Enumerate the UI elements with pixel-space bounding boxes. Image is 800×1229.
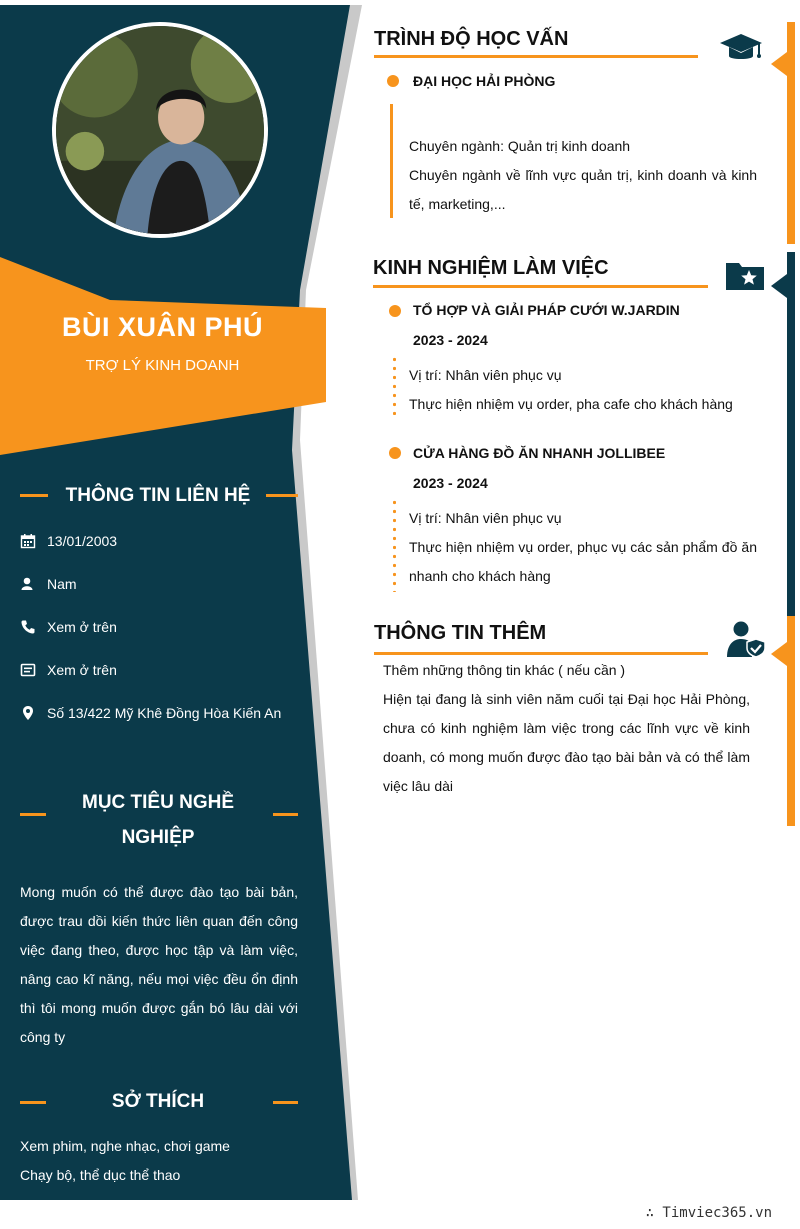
contact-birthday bbox=[20, 531, 117, 551]
timeline-dotted-line bbox=[393, 355, 396, 415]
additional-text: Hiện tại đang là sinh viên năm cuối tại Đại học Hải Phòng, chưa có kinh nghiệm làm việc trong các lĩnh vực về kinh doanh, có mong muốn được đào tạo bài bản và có thể làm việc lâu dài bbox=[383, 691, 750, 794]
profile-photo bbox=[52, 22, 268, 238]
contact-heading: THÔNG TIN LIÊN HỆ bbox=[65, 485, 251, 506]
timeline-dotted-line bbox=[393, 498, 396, 592]
timeline-dot bbox=[387, 75, 399, 87]
folder-star-icon bbox=[725, 259, 765, 291]
hobbies-list bbox=[20, 1132, 298, 1190]
additional-heading: THÔNG TIN THÊM bbox=[374, 622, 547, 644]
hobby-item: Chạy bộ, thể dục thể thao bbox=[20, 1167, 181, 1183]
contact-email bbox=[20, 660, 117, 680]
user-icon bbox=[20, 576, 36, 592]
hobbies-heading: SỞ THÍCH bbox=[111, 1091, 205, 1112]
profile-role: TRỢ LÝ KINH DOANH bbox=[85, 357, 240, 374]
job-company: TỔ HỢP VÀ GIẢI PHÁP CƯỚI W.JARDIN bbox=[413, 302, 680, 318]
contact-gender bbox=[20, 574, 77, 594]
timeline-dot bbox=[389, 447, 401, 459]
job-position: Vị trí: Nhân viên phục vụ bbox=[409, 367, 562, 383]
objective-heading bbox=[58, 785, 258, 855]
contact-text: Nam bbox=[47, 576, 77, 592]
section-side-arrow bbox=[771, 274, 787, 298]
heading-dash-left bbox=[20, 813, 46, 816]
job-period: 2023 - 2024 bbox=[413, 332, 488, 348]
watermark: ∴ Timviec365.vn bbox=[645, 1205, 772, 1221]
experience-heading: KINH NGHIỆM LÀM VIỆC bbox=[373, 257, 609, 279]
email-icon bbox=[20, 662, 36, 678]
objective-text: Mong muốn có thể được đào tạo bài bản, được trau dồi kiến thức liên quan đến công việc đang theo, được học tập và làm việc, nâng cao kĩ năng, nếu mọi việc đều ổn định thì tôi mong muốn được gắn bó lâu dài với công ty bbox=[20, 884, 298, 1045]
contact-phone bbox=[20, 617, 117, 637]
section-side-bar bbox=[787, 252, 795, 616]
heading-dash-left bbox=[20, 494, 48, 497]
location-icon bbox=[20, 705, 36, 721]
section-underline bbox=[374, 55, 698, 58]
section-side-bar bbox=[787, 22, 795, 244]
job-period: 2023 - 2024 bbox=[413, 475, 488, 491]
contact-text: Xem ở trên bbox=[47, 662, 117, 678]
heading-dash-right bbox=[273, 813, 298, 816]
section-side-arrow bbox=[771, 642, 787, 666]
education-major: Chuyên ngành: Quản trị kinh doanh bbox=[409, 138, 631, 154]
job-duty: Thực hiện nhiệm vụ order, pha cafe cho khách hàng bbox=[409, 396, 733, 412]
graduation-cap-icon bbox=[719, 32, 763, 64]
school-name: ĐẠI HỌC HẢI PHÒNG bbox=[413, 73, 556, 89]
section-side-bar bbox=[787, 616, 795, 826]
objective-heading-line2: NGHIỆP bbox=[121, 827, 195, 848]
heading-dash-right bbox=[273, 1101, 298, 1104]
contact-address bbox=[20, 703, 281, 723]
section-side-arrow bbox=[771, 52, 787, 76]
calendar-icon bbox=[20, 533, 36, 549]
objective-heading-line1: MỤC TIÊU NGHỀ bbox=[82, 792, 234, 813]
education-description: Chuyên ngành về lĩnh vực quản trị, kinh doanh và kinh tế, marketing,... bbox=[409, 167, 757, 212]
hobby-item: Xem phim, nghe nhạc, chơi game bbox=[20, 1138, 230, 1154]
user-shield-icon bbox=[726, 620, 766, 658]
section-underline bbox=[373, 285, 708, 288]
timeline-dot bbox=[389, 305, 401, 317]
additional-line1: Thêm những thông tin khác ( nếu cần ) bbox=[383, 662, 626, 678]
timeline-line bbox=[390, 104, 393, 218]
job-duty: Thực hiện nhiệm vụ order, phục vụ các sản phẩm đồ ăn nhanh cho khách hàng bbox=[409, 539, 757, 584]
education-heading: TRÌNH ĐỘ HỌC VẤN bbox=[374, 28, 569, 50]
job-company: CỬA HÀNG ĐỒ ĂN NHANH JOLLIBEE bbox=[413, 445, 666, 461]
contact-text: 13/01/2003 bbox=[47, 533, 118, 549]
heading-dash-left bbox=[20, 1101, 46, 1104]
section-underline bbox=[374, 652, 708, 655]
heading-dash-right bbox=[266, 494, 298, 497]
contact-text: Số 13/422 Mỹ Khê Đồng Hòa Kiến An bbox=[47, 705, 282, 721]
job-position: Vị trí: Nhân viên phục vụ bbox=[409, 510, 562, 526]
phone-icon bbox=[20, 619, 36, 635]
contact-text: Xem ở trên bbox=[47, 619, 117, 635]
profile-name: BÙI XUÂN PHÚ bbox=[61, 312, 263, 342]
